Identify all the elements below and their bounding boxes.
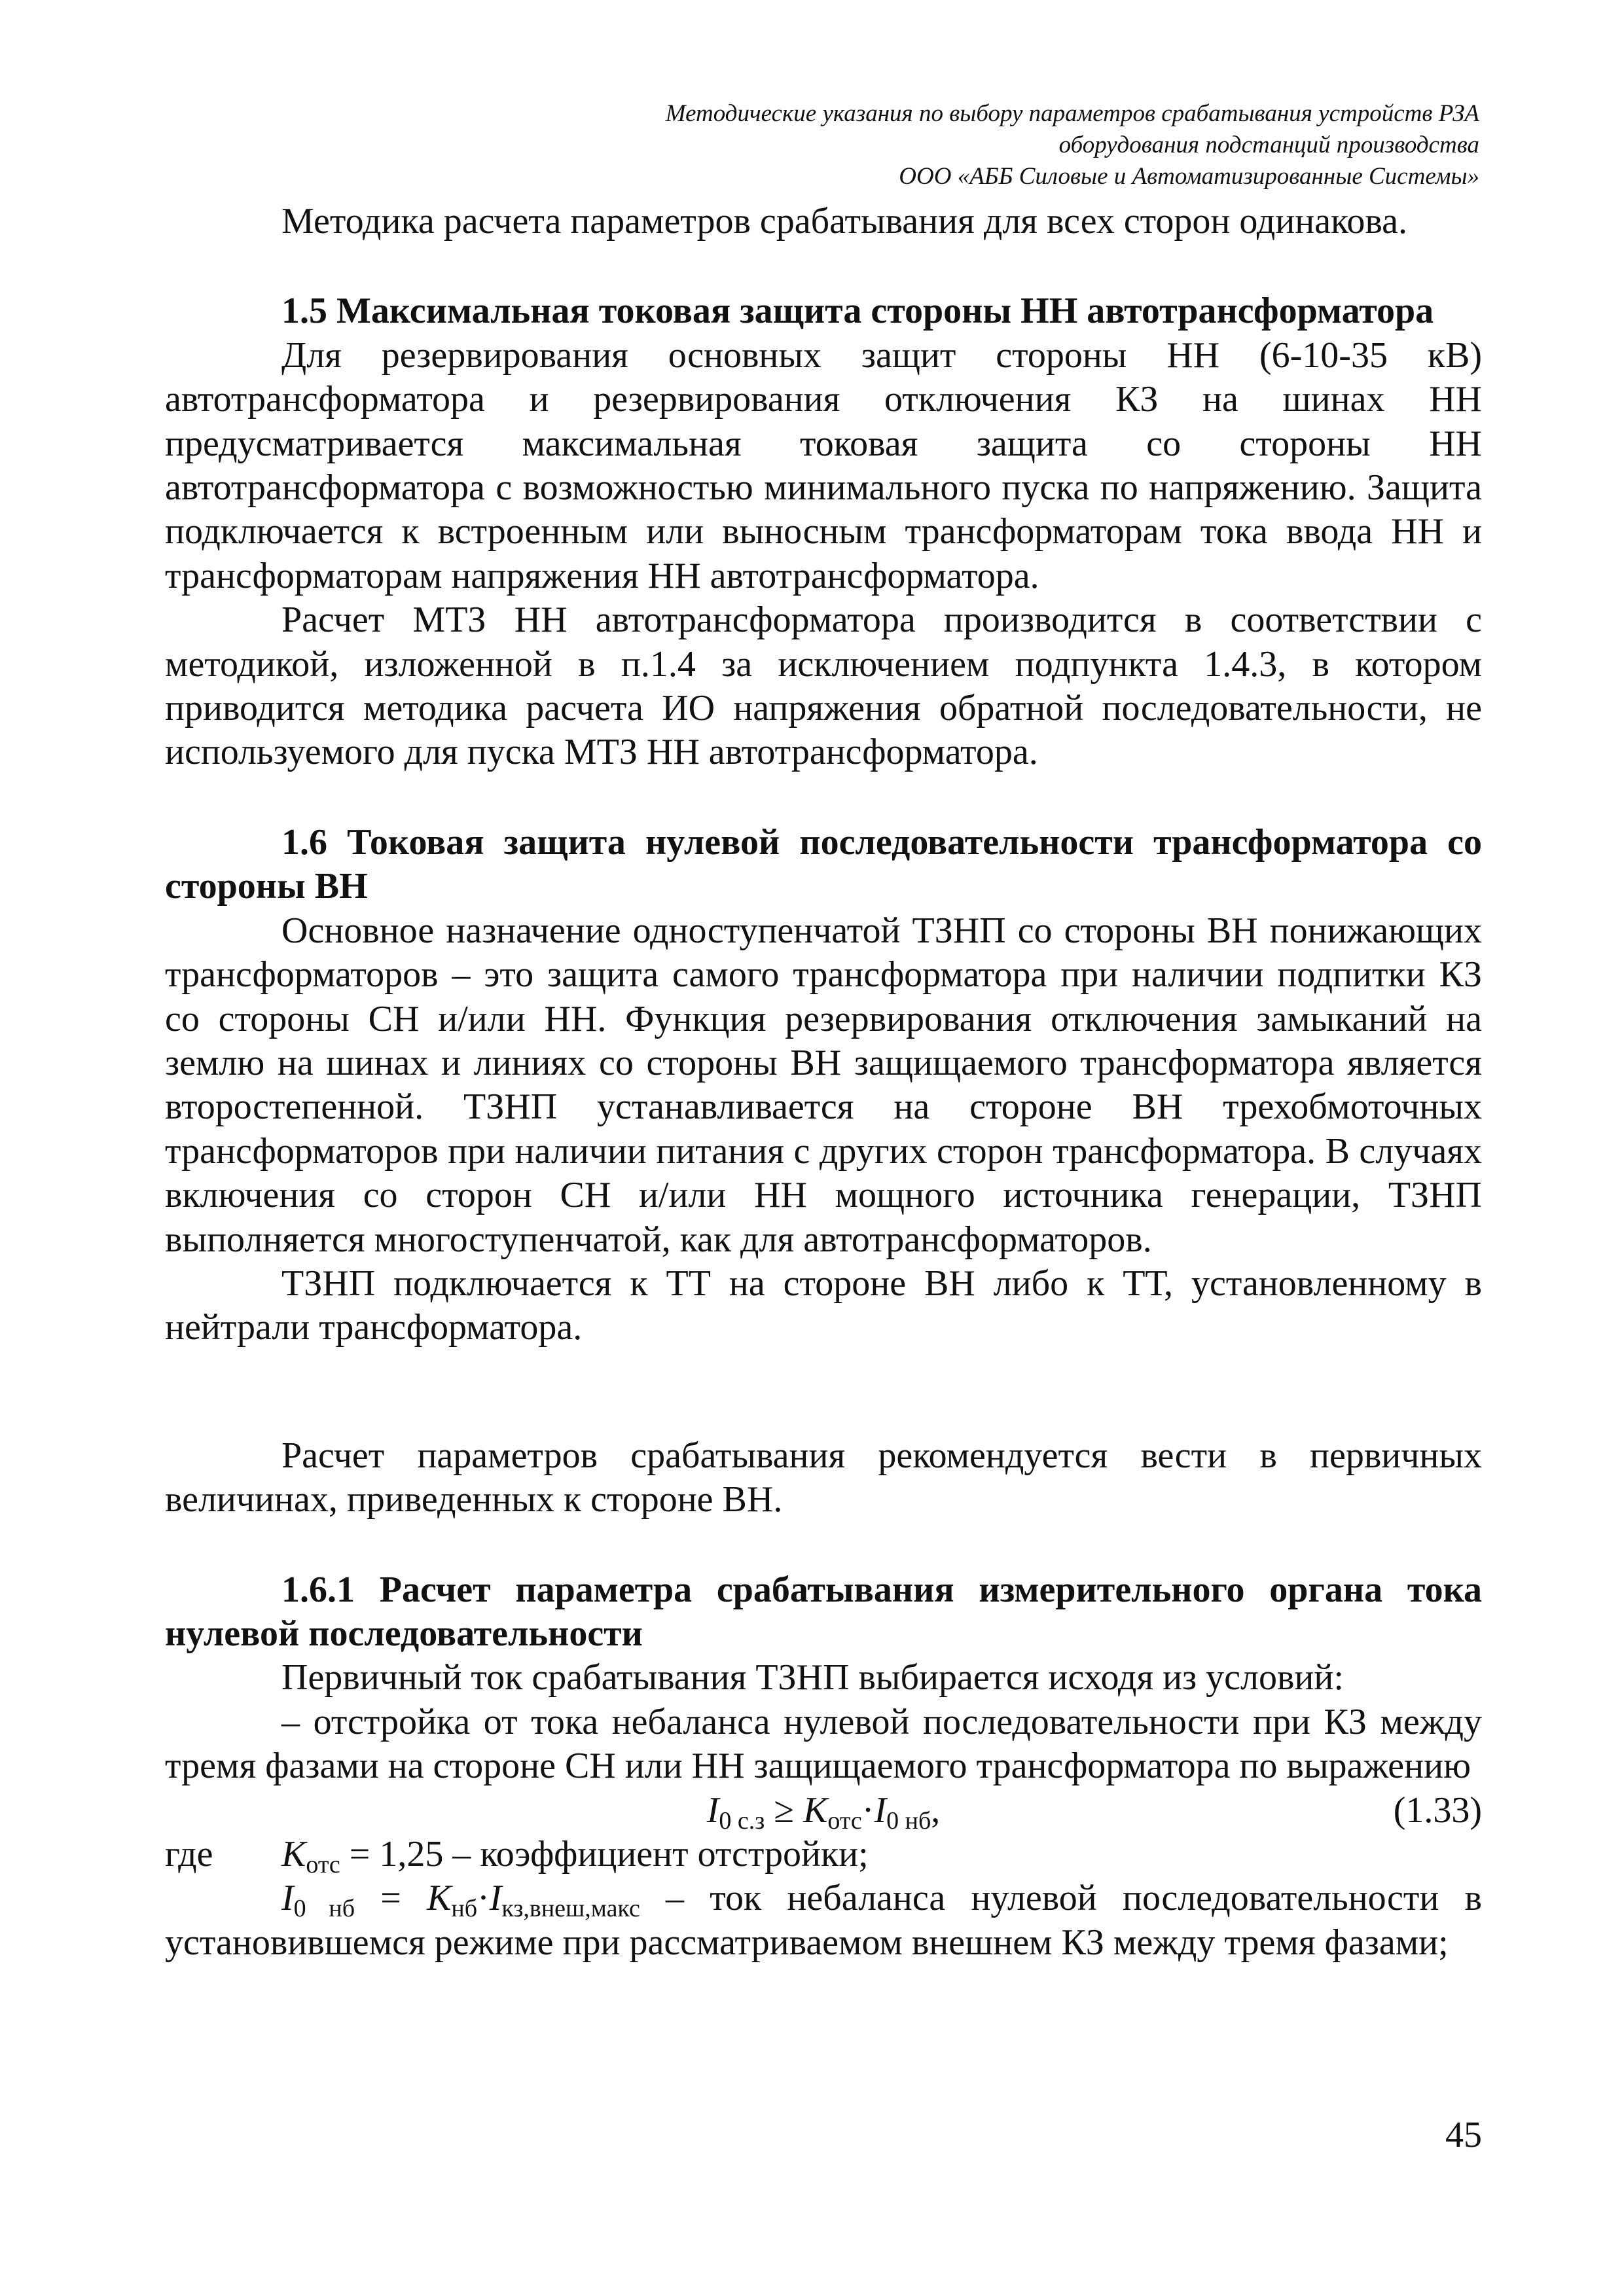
paragraph-1-5-b: Расчет МТЗ НН автотрансформатора производится в соответствии с методикой, изложенной в п.1.4 за исключением подпункта 1.4.3, в котором приводится методика расчета ИО напряжения обратной последовательности, не используемого для пуска МТЗ НН автотрансформатора. xyxy=(165,600,1482,773)
section-heading-1-6: 1.6 Токовая защита нулевой последовательности трансформатора со стороны ВН xyxy=(165,821,1482,907)
paragraph-1-6-1-a: Первичный ток срабатывания ТЗНП выбирается исходя из условий: xyxy=(281,1657,1344,1698)
paragraph-1-6-a: Основное назначение одноступенчатой ТЗНП со стороны ВН понижающих трансформаторов – это защита самого трансформатора при наличии подпитки КЗ со стороны СН и/или НН. Функция резервирования отключения замыканий на землю на шинах и линиях со стороны ВН защищаемого трансформатора является второстепенной. ТЗНП устанавливается на стороне ВН трехобмоточных трансформаторов при наличии питания с других сторон трансформатора. В случаях включения со сторон СН и/или НН мощного источника генерации, ТЗНП выполняется многоступенчатой, как для автотрансформаторов. xyxy=(165,910,1482,1260)
header-line-1: Методические указания по выбору параметров срабатывания устройств РЗА xyxy=(665,100,1479,127)
where-definition-i0nb: $I_{0 нб} = K_{нб}\cdot I_{кз,внеш,макс}$ – ток небаланса нулевой последовательности в установившемся режиме при рассматриваемом внешнем КЗ между тремя фазами; xyxy=(165,1878,1483,1963)
paragraph-1-5-a: Для резервирования основных защит стороны НН (6-10-35 кВ) автотрансформатора и резервирования отключения КЗ на шинах НН предусматривается максимальная токовая защита со стороны НН автотрансформатора с возможностью минимального пуска по напряжению. Защита подключается к встроенным или выносным трансформаторам тока ввода НН и трансформаторам напряжения НН автотрансформатора. xyxy=(165,334,1482,596)
formula-expression: $I_{0 с.з} \ge K_{отс}\cdot I_{0 нб}$, xyxy=(706,1789,941,1835)
where-label: где xyxy=(165,1833,213,1874)
section-heading-1-6-1: 1.6.1 Расчет параметра срабатывания измерительного органа тока нулевой последовательности xyxy=(165,1569,1482,1654)
equation-number: (1.33) xyxy=(1393,1789,1482,1831)
section-heading-1-5: 1.5 Максимальная токовая защита стороны НН автотрансформатора xyxy=(281,291,1434,332)
formula-1-33 xyxy=(165,1789,1482,1833)
header-line-3: ООО «АББ Силовые и Автоматизированные Системы» xyxy=(899,163,1479,190)
paragraph-1-6-c: Расчет параметров срабатывания рекомендуется вести в первичных величинах, приведенных к стороне ВН. xyxy=(165,1435,1482,1520)
running-header xyxy=(262,98,1479,192)
paragraph-1-6-b: ТЗНП подключается к ТТ на стороне ВН либо к ТТ, установленному в нейтрали трансформатора. xyxy=(165,1263,1482,1348)
header-line-2: оборудования подстанций производства xyxy=(1058,132,1479,158)
paragraph-1-6-1-b: – отстройка от тока небаланса нулевой последовательности при КЗ между тремя фазами на стороне СН или НН защищаемого трансформатора по выражению xyxy=(165,1701,1482,1787)
where-definition-k: где $K_{отс} = 1,25$ – коэффициент отстройки; xyxy=(165,1833,869,1878)
paragraph-intro: Методика расчета параметров срабатывания для всех сторон одинакова. xyxy=(281,201,1407,242)
page-body xyxy=(165,200,1482,1965)
page-number: 45 xyxy=(1445,2115,1482,2155)
